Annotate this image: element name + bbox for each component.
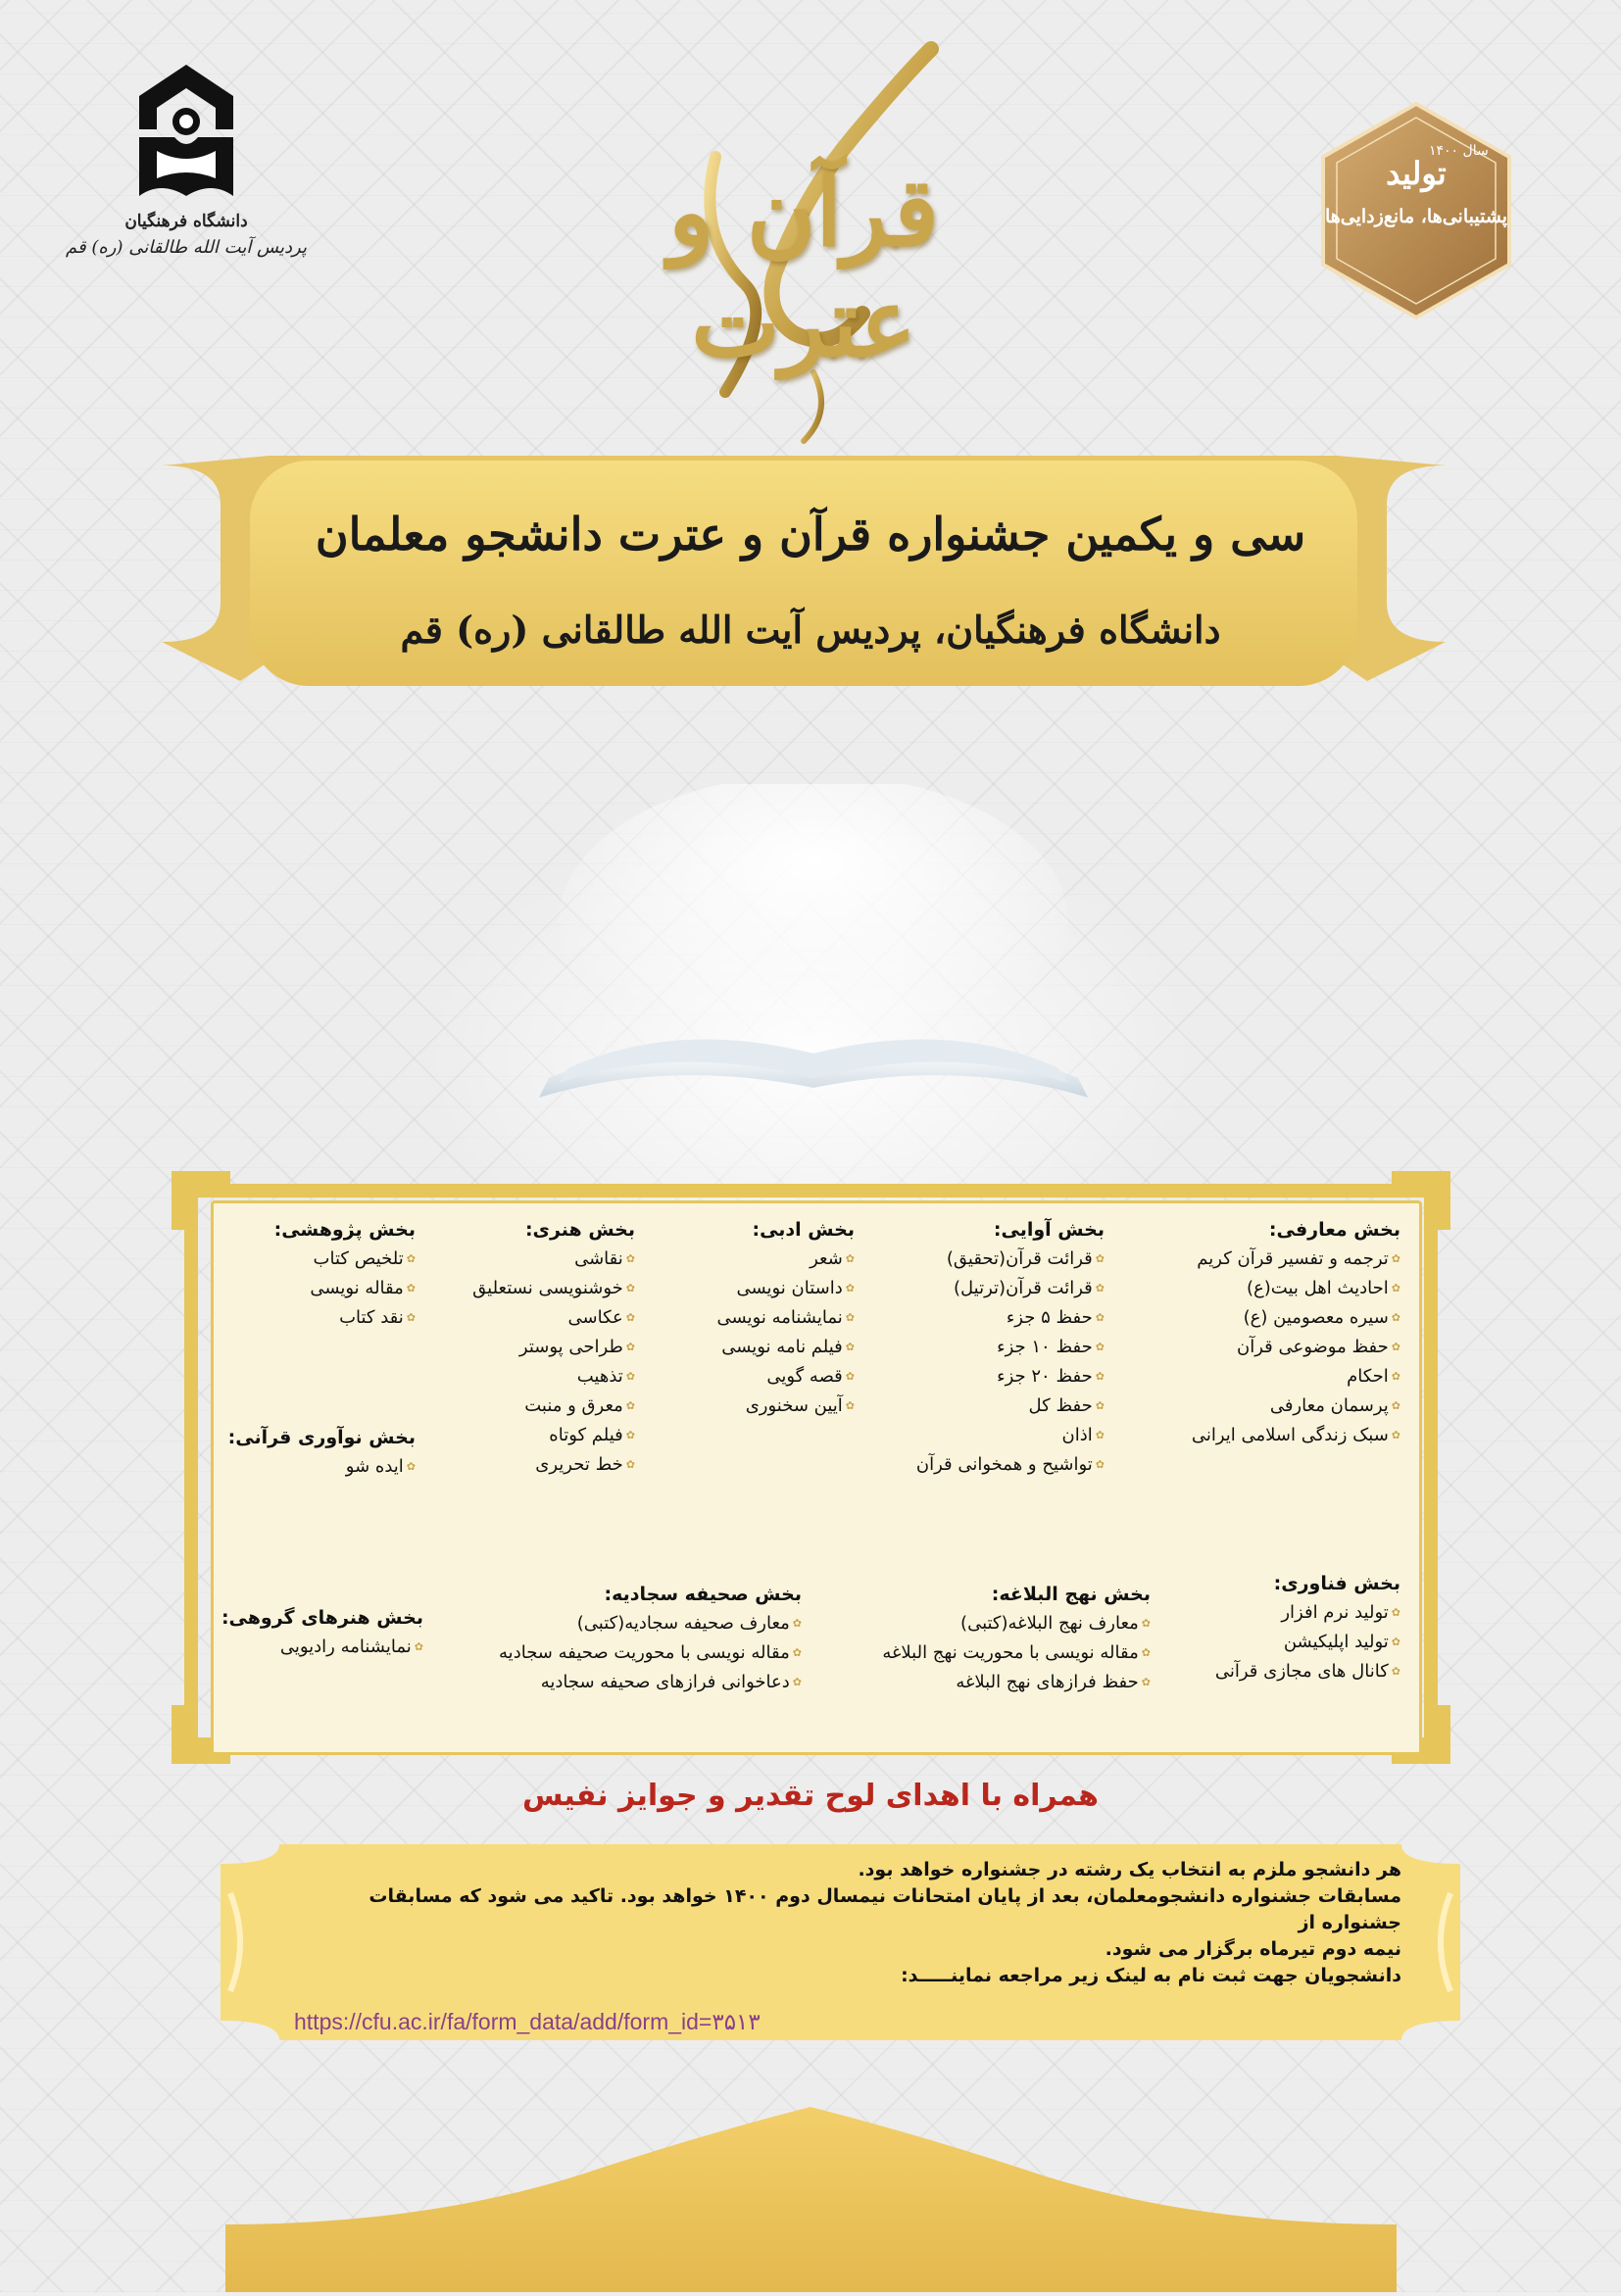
- list-item: ✿ تواشیح و همخوانی قرآن: [916, 1450, 1105, 1480]
- list-item: ✿ شعر: [717, 1245, 856, 1274]
- list-item: ✿ حفظ موضوعی قرآن: [1192, 1333, 1400, 1362]
- list-item: ✿ حفظ فرازهای نهج البلاغه: [882, 1668, 1151, 1697]
- title-ribbon: [162, 446, 1446, 720]
- list-item: ✿ معرق و منبت: [472, 1392, 635, 1421]
- list-item: ✿ دعاخوانی فرازهای صحیفه سجادیه: [499, 1668, 802, 1697]
- list-item: ✿ حفظ ۵ جزء: [916, 1303, 1105, 1333]
- arch-ornament-icon: [225, 2107, 1397, 2292]
- list-item: ✿ تلخیص کتاب: [274, 1245, 416, 1274]
- badge-word: تولید: [1386, 155, 1447, 192]
- badge-tagline: پشتیبانی‌ها، مانع‌زدایی‌ها: [1324, 206, 1508, 227]
- section-title: بخش آوایی:: [993, 1219, 1105, 1241]
- section-adabi: [717, 1219, 856, 1421]
- list-item: ✿ قرائت قرآن(ترتیل): [916, 1274, 1105, 1303]
- list-item: ✿ پرسمان معارفی: [1192, 1392, 1400, 1421]
- university-logo: [54, 57, 319, 331]
- section-noavari: [228, 1427, 416, 1482]
- list-item: ✿ حفظ ۲۰ جزء: [916, 1362, 1105, 1392]
- list-item: ✿ احادیث اهل بیت(ع): [1192, 1274, 1400, 1303]
- emblem-calligraphy-text: قرآن و عترت: [668, 157, 939, 378]
- list-item: ✿ سبک زندگی اسلامی ایرانی: [1192, 1421, 1400, 1450]
- section-sahifeh-sajjadiyeh: [499, 1584, 802, 1697]
- list-item: ✿ حفظ کل: [916, 1392, 1105, 1421]
- festival-subtitle: دانشگاه فرهنگیان، پردیس آیت الله طالقانی (ره) قم: [400, 608, 1221, 652]
- section-title: بخش ادبی:: [752, 1219, 855, 1241]
- logo-emblem-icon: [118, 57, 255, 204]
- section-fanavari: [1215, 1573, 1400, 1686]
- list-item: ✿ قصه گویی: [717, 1362, 856, 1392]
- list-item: ✿ نقد کتاب: [274, 1303, 416, 1333]
- section-title: بخش پژوهشی:: [273, 1219, 416, 1241]
- list-item: ✿ ترجمه و تفسیر قرآن کریم: [1192, 1245, 1400, 1274]
- list-item: ✿ عکاسی: [472, 1303, 635, 1333]
- section-pazhuheshi: [274, 1219, 416, 1333]
- section-title: بخش نهج البلاغه:: [991, 1584, 1151, 1605]
- list-item: ✿ نمایشنامه رادیویی: [221, 1633, 423, 1662]
- list-item: ✿ خط تحریری: [472, 1450, 635, 1480]
- list-item: ✿ احکام: [1192, 1362, 1400, 1392]
- section-group-arts: [221, 1607, 423, 1662]
- list-item: ✿ خوشنویسی نستعلیق: [472, 1274, 635, 1303]
- quran-calligraphy-emblem: [608, 20, 1000, 451]
- list-item: ✿ تذهیب: [472, 1362, 635, 1392]
- festival-title: سی و یکمین جشنواره قرآن و عترت دانشجو معلمان: [315, 508, 1306, 561]
- list-item: ✿ داستان نویسی: [717, 1274, 856, 1303]
- notice-line: مسابقات جشنواره دانشجومعلمان، بعد از پایان امتحانات نیمسال دوم ۱۴۰۰ خواهد بود. تاکید می شود که مسابقات جشنواره از: [368, 1885, 1401, 1933]
- list-item: ✿ مقاله نویسی با محوریت صحیفه سجادیه: [499, 1638, 802, 1668]
- list-item: ✿ قرائت قرآن(تحقیق): [916, 1245, 1105, 1274]
- badge-year-label: سال ۱۴۰۰: [1429, 143, 1489, 159]
- notice-text: [294, 1857, 1401, 1989]
- list-item: ✿ کانال های مجازی قرآنی: [1215, 1657, 1400, 1686]
- open-book-icon: [490, 784, 1137, 1176]
- section-title: بخش هنرهای گروهی:: [221, 1607, 423, 1629]
- prize-announcement: همراه با اهدای لوح تقدیر و جوایز نفیس: [521, 1779, 1099, 1813]
- section-honari: [472, 1219, 635, 1480]
- list-item: ✿ سیره معصومین (ع): [1192, 1303, 1400, 1333]
- section-title: بخش نوآوری قرآنی:: [227, 1427, 416, 1448]
- year-slogan-badge: [1313, 98, 1519, 323]
- section-title: بخش هنری:: [524, 1219, 635, 1241]
- list-item: ✿ تولید اپلیکیشن: [1215, 1628, 1400, 1657]
- section-nahj-al-balagha: [882, 1584, 1151, 1697]
- list-item: ✿ تولید نرم افزار: [1215, 1598, 1400, 1628]
- section-title: بخش معارفی:: [1268, 1219, 1400, 1241]
- open-book-illustration: [490, 784, 1137, 1176]
- bottom-arch-ornament: [225, 2107, 1397, 2292]
- list-item: ✿ ایده شو: [228, 1452, 416, 1482]
- list-item: ✿ مقاله نویسی: [274, 1274, 416, 1303]
- logo-university-name: دانشگاه فرهنگیان: [124, 212, 248, 231]
- list-item: ✿ نقاشی: [472, 1245, 635, 1274]
- section-title: بخش صحیفه سجادیه:: [604, 1584, 802, 1605]
- list-item: ✿ معارف نهج البلاغه(کتبی): [882, 1609, 1151, 1638]
- section-maarefi: [1192, 1219, 1400, 1450]
- section-avayi: [916, 1219, 1105, 1480]
- logo-campus-name: پردیس آیت الله طالقانی (ره) قم: [66, 237, 307, 258]
- notice-line: نیمه دوم تیرماه برگزار می شود.: [1105, 1938, 1401, 1960]
- list-item: ✿ فیلم کوتاه: [472, 1421, 635, 1450]
- notice-line: هر دانشجو ملزم به انتخاب یک رشته در جشنواره خواهد بود.: [858, 1859, 1401, 1881]
- list-item: ✿ نمایشنامه نویسی: [717, 1303, 856, 1333]
- list-item: ✿ اذان: [916, 1421, 1105, 1450]
- list-item: ✿ آیین سخنوری: [717, 1392, 856, 1421]
- list-item: ✿ طراحی پوستر: [472, 1333, 635, 1362]
- registration-link[interactable]: https://cfu.ac.ir/fa/form_data/add/form_id=۳۵۱۳: [294, 2009, 761, 2034]
- list-item: ✿ حفظ ۱۰ جزء: [916, 1333, 1105, 1362]
- notice-line: دانشجویان جهت ثبت نام به لینک زیر مراجعه نماینـــــد:: [901, 1965, 1401, 1986]
- section-title: بخش فناوری:: [1273, 1573, 1400, 1594]
- list-item: ✿ معارف صحیفه سجادیه(کتبی): [499, 1609, 802, 1638]
- ribbon-shape-icon: [162, 446, 1446, 720]
- list-item: ✿ مقاله نویسی با محوریت نهج البلاغه: [882, 1638, 1151, 1668]
- list-item: ✿ فیلم نامه نویسی: [717, 1333, 856, 1362]
